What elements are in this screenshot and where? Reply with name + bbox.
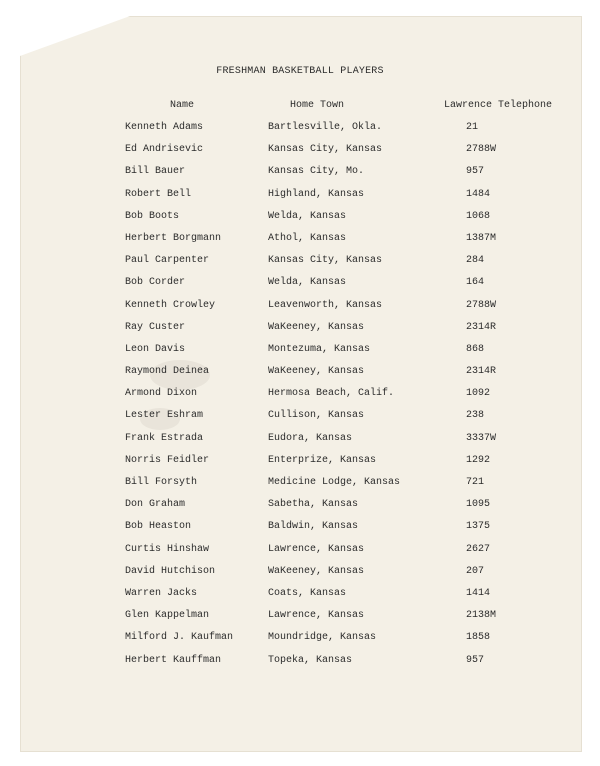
table-row: [0, 229, 600, 251]
telephone-number: 207: [466, 565, 485, 577]
player-name: Lester Eshram: [125, 410, 204, 422]
player-list: [0, 118, 600, 673]
player-name: Milford J. Kaufman: [125, 632, 234, 644]
telephone-number: 1387M: [466, 232, 497, 244]
table-row: [0, 651, 600, 673]
home-town: Kansas City, Kansas: [268, 255, 383, 267]
table-row: [0, 584, 600, 606]
torn-corner: [20, 16, 130, 56]
table-row: [0, 406, 600, 428]
column-header-home-town: Home Town: [290, 100, 345, 111]
table-row: [0, 118, 600, 140]
home-town: WaKeeney, Kansas: [268, 321, 365, 333]
table-row: [0, 251, 600, 273]
telephone-number: 2314R: [466, 366, 497, 378]
telephone-number: 1095: [466, 499, 491, 511]
home-town: Cullison, Kansas: [268, 410, 365, 422]
player-name: Kenneth Crowley: [125, 299, 216, 311]
telephone-number: 1068: [466, 210, 491, 222]
telephone-number: 957: [466, 654, 485, 666]
player-name: Kenneth Adams: [125, 122, 204, 133]
player-name: Glen Kappelman: [125, 610, 210, 622]
home-town: Lawrence, Kansas: [268, 610, 365, 622]
telephone-number: 2788W: [466, 299, 497, 311]
home-town: Kansas City, Kansas: [268, 144, 383, 156]
home-town: WaKeeney, Kansas: [268, 366, 365, 378]
telephone-number: 21: [466, 122, 479, 133]
player-name: Bob Boots: [125, 210, 180, 222]
table-row: [0, 495, 600, 517]
home-town: Baldwin, Kansas: [268, 521, 359, 533]
home-town: Enterprize, Kansas: [268, 454, 377, 466]
table-row: [0, 273, 600, 295]
home-town: Highland, Kansas: [268, 188, 365, 200]
table-row: [0, 140, 600, 162]
telephone-number: 1292: [466, 454, 491, 466]
home-town: Leavenworth, Kansas: [268, 299, 383, 311]
table-row: [0, 207, 600, 229]
table-row: [0, 318, 600, 340]
home-town: Eudora, Kansas: [268, 432, 353, 444]
home-town: Welda, Kansas: [268, 210, 347, 222]
table-row: [0, 185, 600, 207]
player-name: Bill Bauer: [125, 166, 186, 178]
player-name: David Hutchison: [125, 565, 216, 577]
player-name: Herbert Kauffman: [125, 654, 222, 666]
table-row: [0, 517, 600, 539]
table-row: [0, 473, 600, 495]
table-row: [0, 540, 600, 562]
home-town: Athol, Kansas: [268, 232, 347, 244]
telephone-number: 2627: [466, 543, 491, 555]
telephone-number: 3337W: [466, 432, 497, 444]
table-row: [0, 340, 600, 362]
table-row: [0, 162, 600, 184]
telephone-number: 1858: [466, 632, 491, 644]
telephone-number: 284: [466, 255, 485, 267]
player-name: Herbert Borgmann: [125, 232, 222, 244]
player-name: Warren Jacks: [125, 587, 198, 599]
home-town: Hermosa Beach, Calif.: [268, 388, 395, 400]
home-town: Moundridge, Kansas: [268, 632, 377, 644]
telephone-number: 1484: [466, 188, 491, 200]
player-name: Don Graham: [125, 499, 186, 511]
column-header-name: Name: [170, 100, 195, 111]
home-town: WaKeeney, Kansas: [268, 565, 365, 577]
table-row: [0, 384, 600, 406]
home-town: Sabetha, Kansas: [268, 499, 359, 511]
player-name: Curtis Hinshaw: [125, 543, 210, 555]
telephone-number: 868: [466, 343, 485, 355]
telephone-number: 1375: [466, 521, 491, 533]
player-name: Armond Dixon: [125, 388, 198, 400]
player-name: Paul Carpenter: [125, 255, 210, 267]
home-town: Kansas City, Mo.: [268, 166, 365, 178]
telephone-number: 1414: [466, 587, 491, 599]
table-row: [0, 628, 600, 650]
telephone-number: 2138M: [466, 610, 497, 622]
telephone-number: 957: [466, 166, 485, 178]
home-town: Bartlesville, Okla.: [268, 122, 383, 133]
telephone-number: 1092: [466, 388, 491, 400]
column-header-telephone: Lawrence Telephone: [444, 100, 553, 111]
table-row: [0, 451, 600, 473]
home-town: Coats, Kansas: [268, 587, 347, 599]
home-town: Montezuma, Kansas: [268, 343, 371, 355]
home-town: Medicine Lodge, Kansas: [268, 477, 401, 488]
player-name: Leon Davis: [125, 343, 186, 355]
player-name: Robert Bell: [125, 188, 192, 200]
table-row: [0, 562, 600, 584]
home-town: Lawrence, Kansas: [268, 543, 365, 555]
telephone-number: 2788W: [466, 144, 497, 156]
player-name: Bob Heaston: [125, 521, 192, 533]
table-row: [0, 429, 600, 451]
home-town: Topeka, Kansas: [268, 654, 353, 666]
table-row: [0, 606, 600, 628]
telephone-number: 721: [466, 477, 485, 488]
telephone-number: 238: [466, 410, 485, 422]
document-title: FRESHMAN BASKETBALL PLAYERS: [216, 66, 384, 77]
player-name: Raymond Deinea: [125, 366, 210, 378]
table-row: [0, 362, 600, 384]
telephone-number: 164: [466, 277, 485, 289]
player-name: Ray Custer: [125, 321, 186, 333]
table-row: [0, 296, 600, 318]
player-name: Bob Corder: [125, 277, 186, 289]
player-name: Bill Forsyth: [125, 477, 198, 488]
player-name: Norris Feidler: [125, 454, 210, 466]
player-name: Ed Andrisevic: [125, 144, 204, 156]
home-town: Welda, Kansas: [268, 277, 347, 289]
telephone-number: 2314R: [466, 321, 497, 333]
player-name: Frank Estrada: [125, 432, 204, 444]
